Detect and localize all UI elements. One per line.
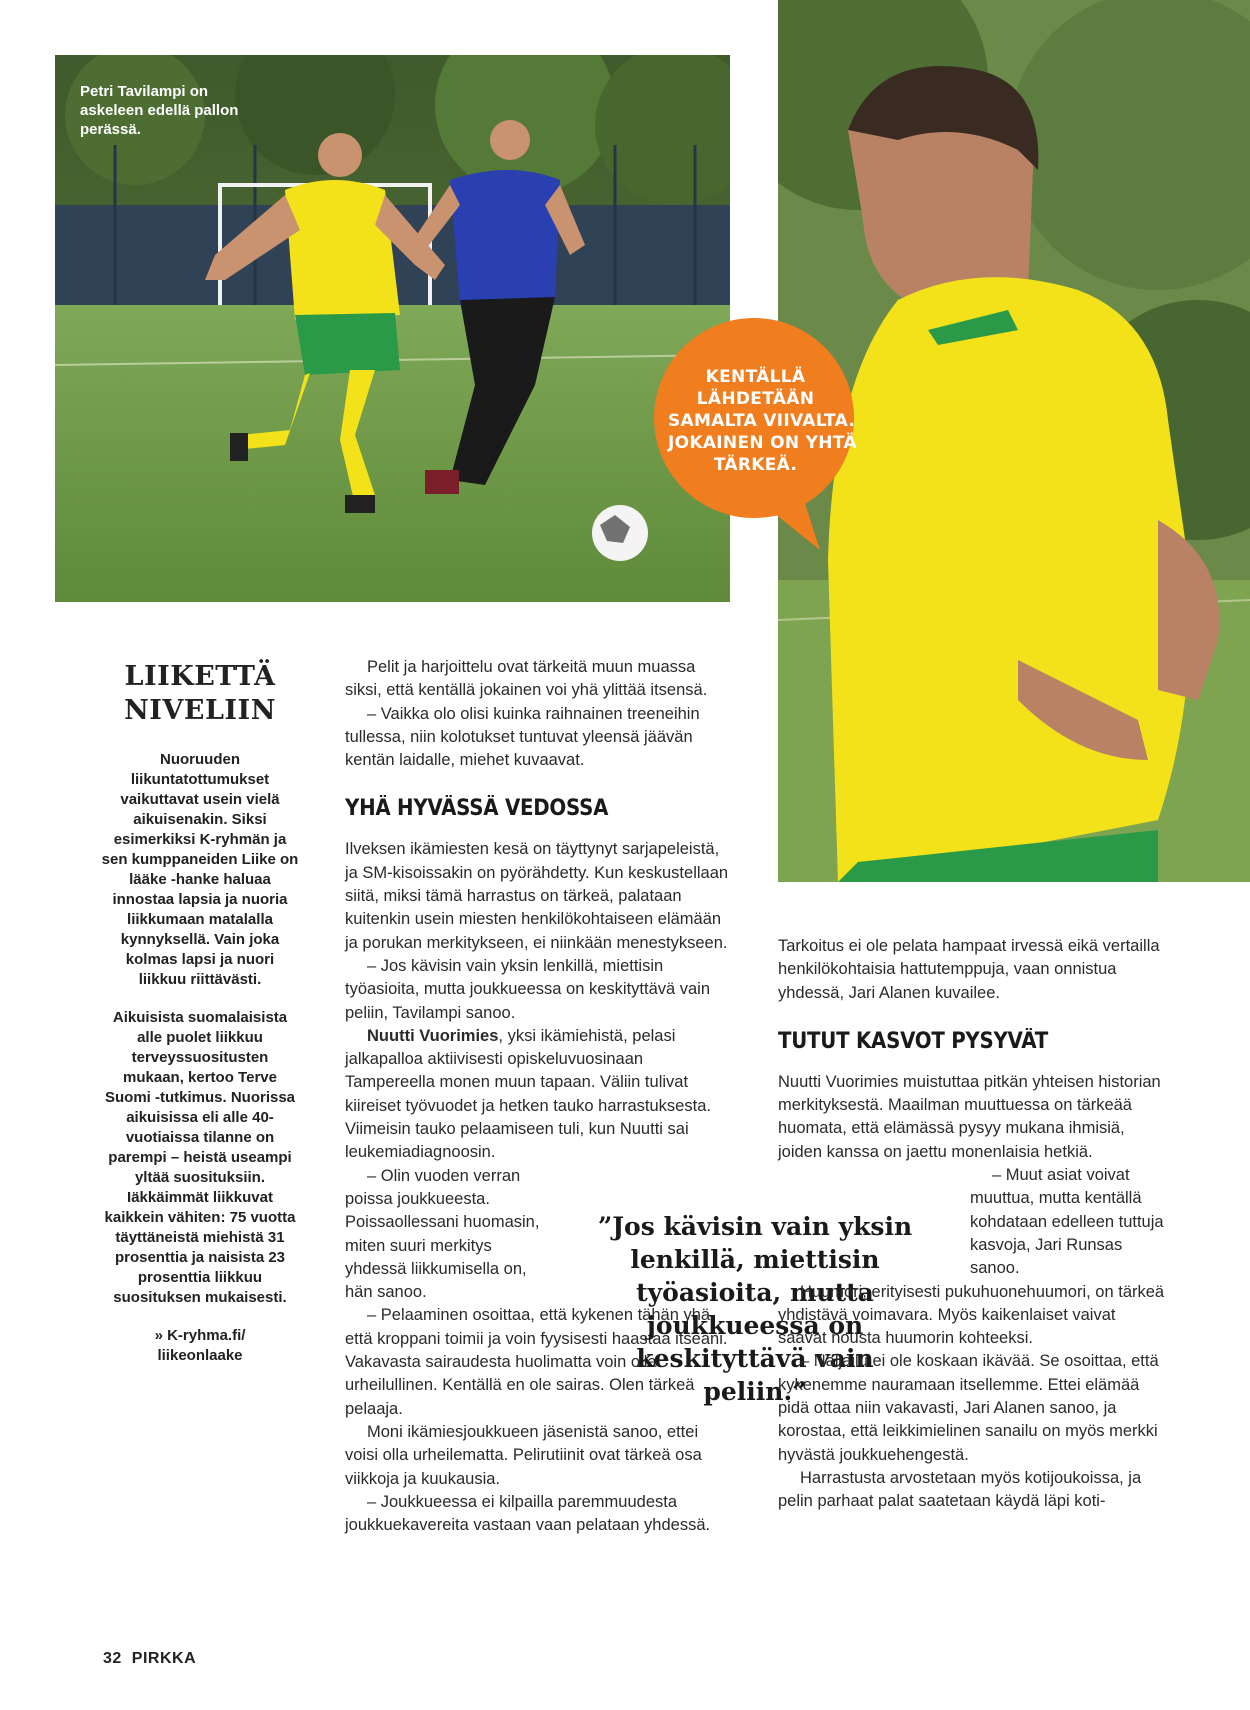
- sidebar-paragraph: Nuoruuden liikuntatottumukset vaikuttavat usein vielä aikuisenakin. Siksi esimerkiksi K-ryhmän ja sen kumppaneiden Liike on lääke -hanke haluaa innostaa lapsia ja nuoria liikkumaan matalalla kynnyksellä. Vain joka kolmas lapsi ja nuori liikkuu riittävästi.: [101, 751, 299, 988]
- body-paragraph: – Muut asiat voivat muuttua, mutta kentällä kohdataan edelleen tuttuja kasvoja, Jari Runsas sanoo.: [970, 1166, 1164, 1278]
- section-heading: TUTUT KASVOT PYSYVÄT: [778, 1028, 1049, 1054]
- body-paragraph: – Joukkueessa ei kilpailla paremmuudesta joukkuekavereita vastaan vaan pelataan yhdessä.: [345, 1492, 711, 1535]
- magazine-name: PIRKKA: [131, 1650, 197, 1667]
- sidebar-link-line[interactable]: liikeonlaake: [157, 1347, 243, 1364]
- person-name: Nuutti Vuorimies: [367, 1026, 499, 1045]
- body-paragraph: Tarkoitus ei ole pelata hampaat irvessä eikä vertailla henkilökohtaisia hattutemppuja, vaan onnistua yhdessä, Jari Alanen kuvailee.: [778, 937, 1160, 1002]
- body-paragraph: – Naljailu ei ole koskaan ikävää. Se osoittaa, että kykenemme nauramaan itsellemme. Ettei elämää pidä ottaa niin vakavasti, Jari Alanen sanoo, ja korostaa, että leikkimielinen sanailu on myös merkki hyvästä joukkuehengestä.: [778, 1352, 1159, 1464]
- body-paragraph: [345, 1025, 735, 1165]
- body-paragraph: – Pelaaminen osoittaa, että kykenen tähän yhä, että kroppani toimii ja voin fyysisesti haastaa itseäni. Vakavasta sairaudesta huolimatta voin olla urheilullinen. Kentällä en ole sairas. Olen tärkeä pelaaja.: [345, 1306, 728, 1418]
- page-number: 32: [103, 1650, 122, 1667]
- pull-quote: ”Jos kävisin vain yksin lenkillä, miettisin työasioita, mutta joukkueessa on keskityttävä vain peliin.”: [597, 1212, 913, 1406]
- sidebar-title-line: NIVELIIN: [124, 695, 276, 726]
- section-heading: YHÄ HYVÄSSÄ VEDOSSA: [345, 796, 609, 822]
- body-paragraph: – Jos kävisin vain yksin lenkillä, miettisin työasioita, mutta joukkueessa on keskityttävä vain peliin, Tavilampi sanoo.: [345, 956, 711, 1022]
- page-folio: [103, 1650, 206, 1668]
- bubble-line: TÄRKEÄ.: [713, 455, 798, 475]
- article-column-right: [778, 935, 1168, 1514]
- body-paragraph: Pelit ja harjoittelu ovat tärkeitä muun muassa siksi, että kentällä jokainen voi yhä ylittää itsensä.: [345, 658, 708, 700]
- sidebar-link-line[interactable]: » K-ryhma.fi/: [154, 1327, 246, 1344]
- bubble-line: JOKAINEN ON YHTÄ: [668, 433, 857, 453]
- sidebar-title-line: LIIKETTÄ: [124, 661, 276, 692]
- sidebar-fact-box: [100, 660, 300, 1384]
- photo-caption: Petri Tavilampi on askeleen edellä pallon perässä.: [80, 83, 239, 138]
- body-paragraph: Moni ikämiesjoukkueen jäsenistä sanoo, ettei voisi olla urheilematta. Pelirutiinit ovat tärkeä osa viikkoja ja kuukausia.: [345, 1422, 702, 1488]
- bubble-line: SAMALTA VIIVALTA.: [668, 411, 856, 431]
- body-paragraph: Ilveksen ikämiesten kesä on täyttynyt sarjapeleistä, ja SM-kisoissakin on pyörähdetty. Kun keskustellaan siitä, miksi tämä harrastus on tärkeä, palataan kuitenkin usein miesten henkilökohtaiseen elämään ja porukan merkitykseen, ei niinkään menestykseen.: [345, 840, 729, 952]
- body-paragraph: – Vaikka olo olisi kuinka raihnainen treeneihin tullessa, niin kolotukset tuntuvat yleensä jäävän kentän laidalle, miehet kuvaavat.: [345, 704, 700, 770]
- bubble-line: KENTÄLLÄ: [705, 367, 806, 387]
- body-paragraph: – Olin vuoden verran poissa joukkueesta. Poissaollessani huomasin, miten suuri merkitys yhdessä liikkumisella on, hän sanoo.: [345, 1166, 540, 1302]
- speech-bubble-quote: [650, 318, 860, 553]
- sidebar-link[interactable]: [100, 1326, 300, 1366]
- body-paragraph: Huumori, erityisesti pukuhuonehuumori, on tärkeä yhdistävä voimavara. Myös kaikenlaiset vaivat saavat nousta huumorin kohteeksi.: [778, 1282, 1165, 1348]
- bubble-line: LÄHDETÄÄN: [696, 389, 815, 409]
- body-text: , yksi ikämiehistä, pelasi jalkapalloa aktiivisesti opiskeluvuosinaan Tampereella monen muun tapaan. Väliin tulivat kiireiset työvuodet ja hetken tauko harrastuksesta. Viimeisin tauko pelaamiseen tuli, kun Nuutti sai leukemiadiagnoosin.: [345, 1026, 711, 1162]
- sidebar-paragraph: Aikuisista suomalaisista alle puolet liikkuu terveyssuositusten mukaan, kertoo Terve Suomi -tutkimus. Nuorissa aikuisissa eli alle 40-vuotiaissa tilanne on parempi – heistä useampi yltää suosituksiin. Iäkkäimmät liikkuvat kaikkein vähiten: 75 vuotta täyttäneistä miehistä 31 prosenttia ja naisista 23 prosenttia liikkuu suosituksen mukaisesti.: [104, 1009, 296, 1306]
- body-paragraph: Harrastusta arvostetaan myös kotijoukoissa, ja pelin parhaat palat saatetaan käydä läpi koti-: [778, 1468, 1142, 1511]
- body-paragraph: Nuutti Vuorimies muistuttaa pitkän yhteisen historian merkityksestä. Maailman muuttuessa on tärkeää huomata, että elämässä pysyy mukana ihmisiä, joiden kanssa on jaettu monenlaisia hetkiä.: [778, 1072, 1161, 1161]
- speech-bubble-text: [668, 366, 857, 476]
- sidebar-title: [100, 660, 300, 728]
